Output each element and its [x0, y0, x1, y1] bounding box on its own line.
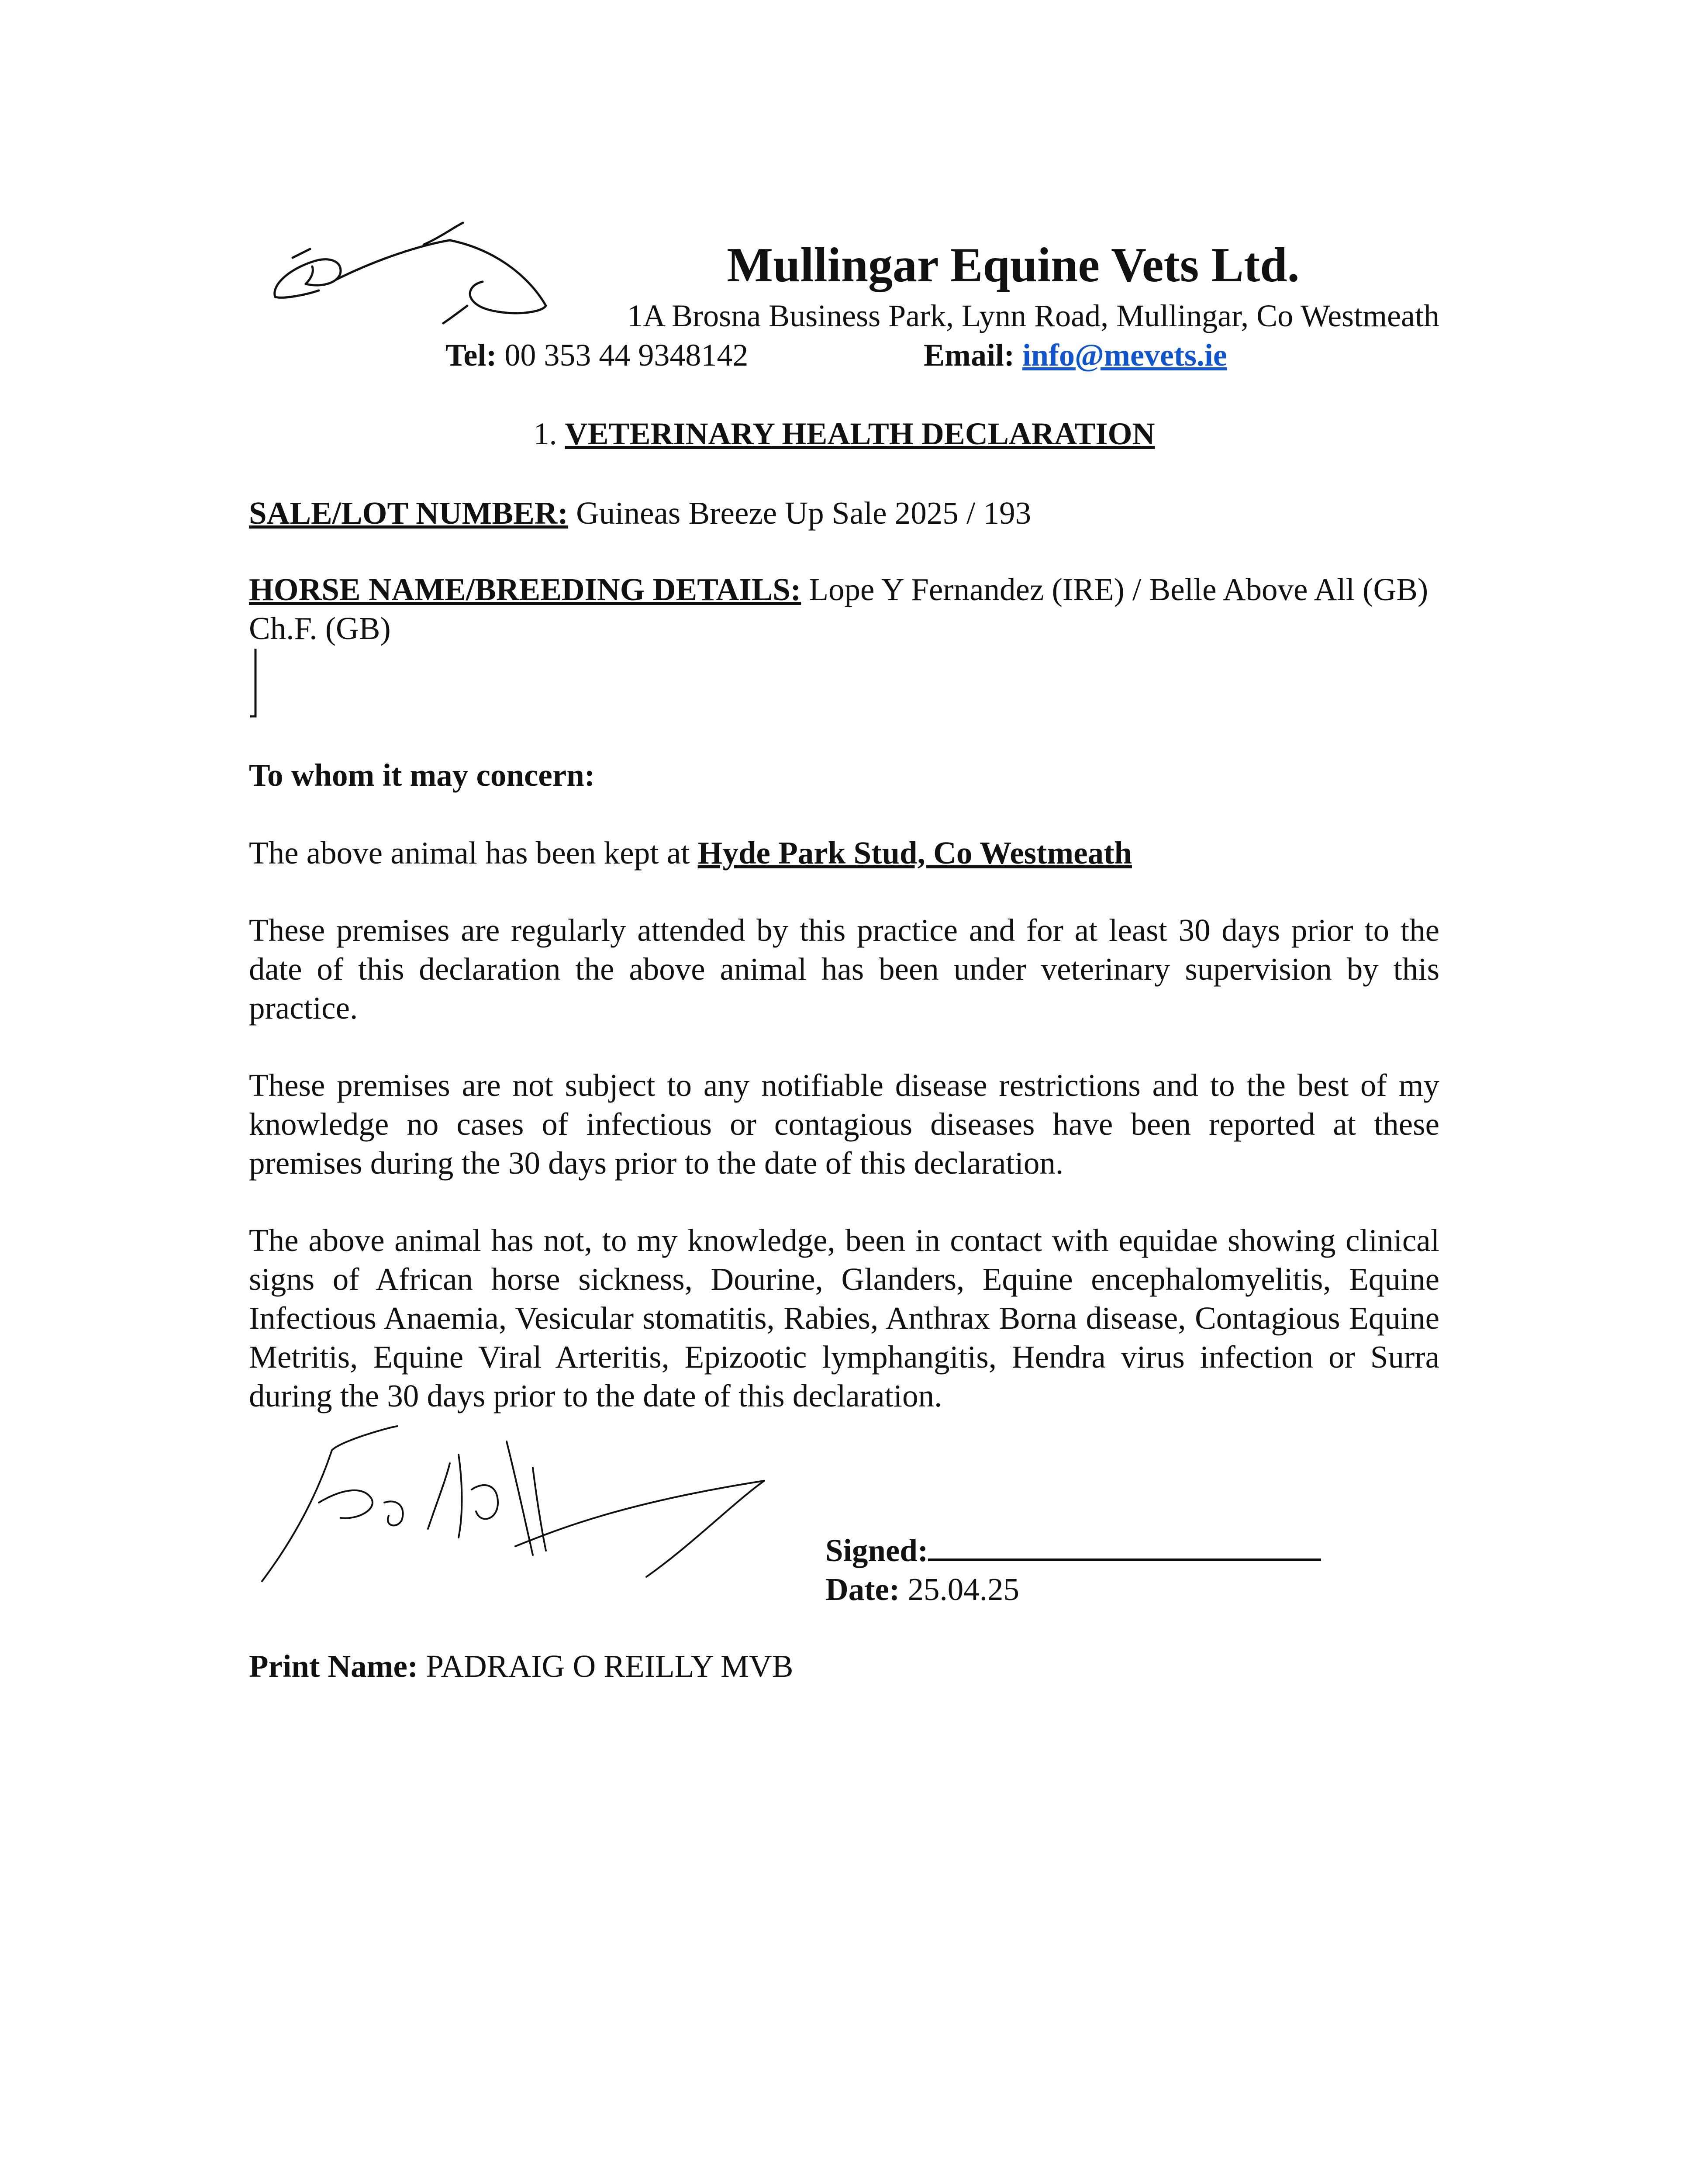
declaration-title: VETERINARY HEALTH DECLARATION: [565, 416, 1155, 451]
email-link[interactable]: info@mevets.ie: [1022, 338, 1227, 373]
signed-label: Signed:: [825, 1533, 928, 1568]
email-line: [924, 336, 1227, 374]
email-label: Email:: [924, 338, 1014, 373]
handwritten-signature: [253, 1415, 777, 1590]
salutation: To whom it may concern:: [249, 757, 595, 793]
signature-line: [928, 1532, 1321, 1561]
signed-line: [825, 1531, 1437, 1570]
horse-details-label: HORSE NAME/BREEDING DETAILS:: [249, 572, 801, 607]
sale-lot-label: SALE/LOT NUMBER:: [249, 495, 568, 531]
kept-at-location: Hyde Park Stud, Co Westmeath: [697, 835, 1132, 871]
print-name-value: PADRAIG O REILLY MVB: [426, 1648, 794, 1684]
phone-number: 00 353 44 9348142: [504, 338, 749, 373]
date-label: Date:: [825, 1572, 900, 1607]
section-number: 1.: [533, 416, 557, 451]
paragraph-supervision: These premises are regularly attended by this practice and for at least 30 days prior to the date of this declaration the above animal has been under veterinary supervision by this practice.: [249, 912, 1439, 1026]
horse-details-value: Lope Y Fernandez (IRE) / Belle Above All (GB) Ch.F. (GB): [249, 572, 1428, 646]
horse-details-line: [249, 570, 1439, 648]
print-name-line: [249, 1647, 1439, 1686]
sale-lot-value: Guineas Breeze Up Sale 2025 / 193: [576, 495, 1032, 531]
text-cursor-mark: [249, 646, 262, 721]
company-name: Mullingar Equine Vets Ltd.: [727, 238, 1300, 292]
company-address: 1A Brosna Business Park, Lynn Road, Mullingar, Co Westmeath: [627, 298, 1439, 333]
section-title: [249, 415, 1439, 453]
sale-lot-line: [249, 494, 1439, 532]
kept-at-prefix: The above animal has been kept at: [249, 835, 690, 871]
paragraph-no-restrictions: These premises are not subject to any notifiable disease restrictions and to the best of my knowledge no cases of infectious or contagious diseases have been reported at these premises during the 30 days prior to the date of this declaration.: [249, 1068, 1439, 1181]
date-line: [825, 1570, 1437, 1609]
date-value: 25.04.25: [907, 1572, 1019, 1607]
phone-label: Tel:: [445, 338, 497, 373]
paragraph-no-contact: The above animal has not, to my knowledge, been in contact with equidae showing clinical signs of African horse sickness, Dourine, Glanders, Equine encephalomyelitis, Equine Infectious Anaemia, Vesicular stomatitis, Rabies, Anthrax Borna disease, Contagious Equine Metritis, Equine Viral Arteritis, Epizootic lymphangitis, Hendra virus infection or Surra during the 30 days prior to the date of this declaration.: [249, 1223, 1439, 1413]
print-name-label: Print Name:: [249, 1648, 418, 1684]
kept-at-line: [249, 833, 1439, 872]
phone-line: [445, 336, 748, 374]
